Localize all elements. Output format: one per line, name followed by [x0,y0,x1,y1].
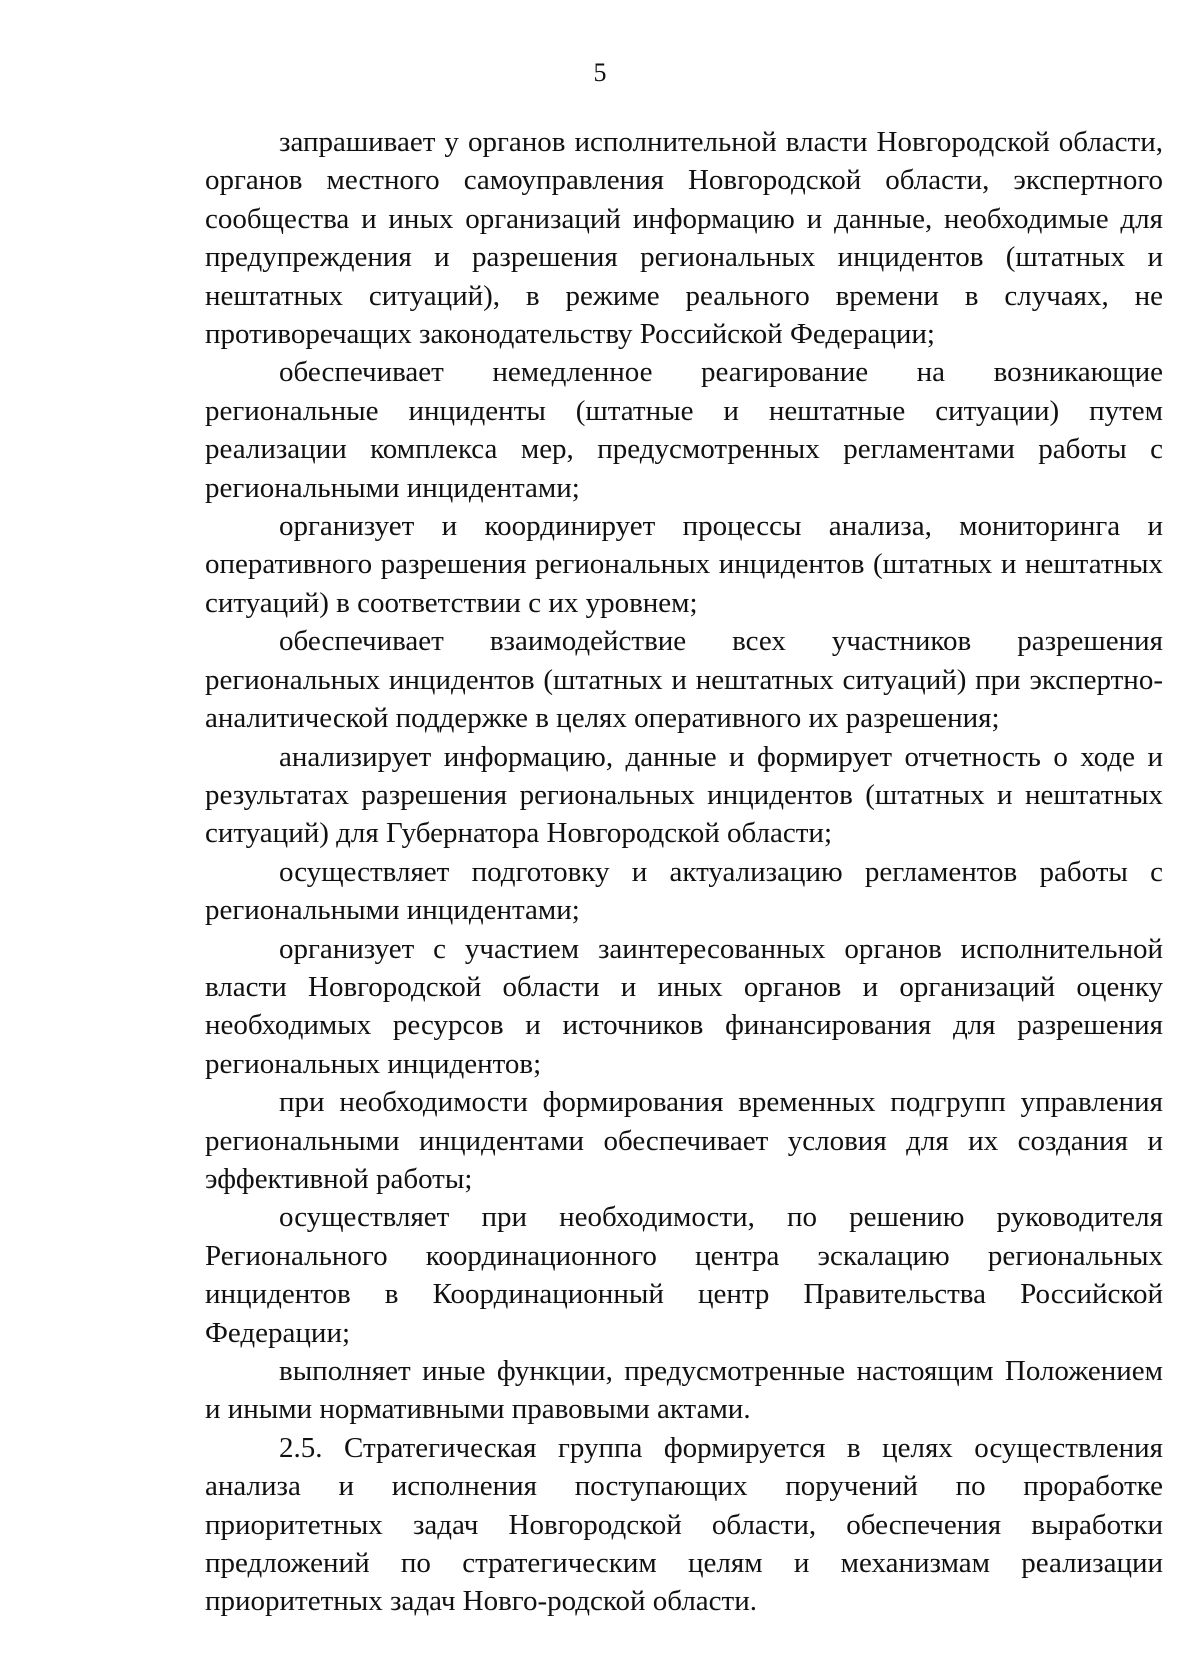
paragraph-ensure-interaction: обеспечивает взаимодействие всех участников разрешения региональных инцидентов (штатных и нештатных ситуаций) при экспертно-аналитической поддержке в целях оперативного их разрешения; [205,625,1163,735]
paragraph-resource-assessment: организует с участием заинтересованных органов исполнительной власти Новгородской области и иных органов и организаций оценку необходимых ресурсов и источников финансирования для разрешения региональных инцидентов; [205,932,1163,1080]
paragraph-analyze-report: анализирует информацию, данные и формирует отчетность о ходе и результатах разрешения региональных инцидентов (штатных и нештатных ситуаций) для Губернатора Новгородской области; [205,740,1163,850]
paragraph-escalation: осуществляет при необходимости, по решению руководителя Регионального координационного центра эскалацию региональных инцидентов в Координационный центр Правительства Российской Федерации; [205,1201,1163,1349]
paragraph-request-information: запрашивает у органов исполнительной власти Новгородской области, органов местного самоуправления Новгородской области, экспертного сообщества и иных организаций информацию и данные, необходимые для предупреждения и разрешения региональных инцидентов (штатных и нештатных ситуаций), в режиме реального времени в случаях, не противоречащих законодательству Российской Федерации; [205,126,1163,351]
paragraph-strategic-group: 2.5. Стратегическая группа формируется в целях осуществления анализа и исполнения поступающих поручений по проработке приоритетных задач Новгородской области, обеспечения выработки предложений по стратегическим целям и механизмам реализации приоритетных задач Новго-родской области. [205,1431,1163,1618]
paragraph-other-functions: выполняет иные функции, предусмотренные настоящим Положением и иными нормативными правовыми актами. [205,1355,1163,1426]
paragraph-immediate-response: обеспечивает немедленное реагирование на возникающие региональные инциденты (штатные и нештатные ситуации) путем реализации комплекса мер, предусмотренных регламентами работы с региональными инцидентами; [205,356,1163,504]
document-body [205,123,1163,1621]
page-number: 5 [593,58,607,87]
paragraph-organize-coordinate: организует и координирует процессы анализа, мониторинга и оперативного разрешения региональных инцидентов (штатных и нештатных ситуаций) в соответствии с их уровнем; [205,510,1163,619]
paragraph-temporary-subgroups: при необходимости формирования временных подгрупп управления региональными инцидентами обеспечивает условия для их создания и эффективной работы; [205,1086,1163,1195]
paragraph-prepare-regulations: осуществляет подготовку и актуализацию регламентов работы с региональными инцидентами; [205,855,1163,927]
